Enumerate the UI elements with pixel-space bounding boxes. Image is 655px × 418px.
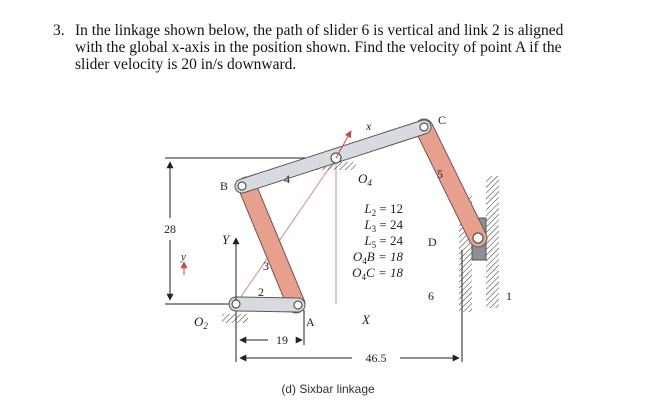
joint-b bbox=[238, 182, 246, 190]
length-l5: $L_5 = 24$ bbox=[364, 233, 403, 250]
label-point-d: D bbox=[428, 235, 437, 249]
label-link-4: 4 bbox=[284, 172, 290, 186]
label-point-c: C bbox=[438, 113, 447, 127]
length-o4c: $O_4C = 18$ bbox=[352, 265, 403, 282]
label-y-big: Y bbox=[222, 232, 230, 247]
label-o2: $O_2$ bbox=[194, 314, 208, 331]
joint-c bbox=[420, 123, 428, 131]
label-point-a: A bbox=[306, 315, 315, 329]
label-link-5: 5 bbox=[437, 167, 443, 181]
label-link-2: 2 bbox=[258, 285, 264, 299]
problem-line-1: In the linkage shown below, the path of slider 6 is vertical and link 2 is aligned bbox=[75, 22, 564, 39]
length-l3: $L_3 = 24$ bbox=[364, 217, 403, 234]
label-point-b: B bbox=[220, 179, 229, 193]
joint-o2 bbox=[232, 300, 240, 308]
ground-slider-right bbox=[486, 176, 499, 308]
dim-value-28: 28 bbox=[164, 222, 176, 236]
link-3 bbox=[247, 186, 296, 304]
dim-value-46-5: 46.5 bbox=[365, 351, 387, 365]
link-2 bbox=[236, 304, 298, 305]
problem-number: 3. bbox=[53, 22, 65, 39]
label-o4: $O_4$ bbox=[358, 171, 372, 188]
dim-value-19: 19 bbox=[276, 333, 288, 347]
problem-line-2: with the global x-axis in the position shown. Find the velocity of point A if the bbox=[75, 39, 562, 56]
label-x-big: X bbox=[362, 312, 370, 327]
label-link-3: 3 bbox=[263, 259, 269, 273]
length-l2: $L_2 = 12$ bbox=[364, 201, 403, 218]
joint-d bbox=[473, 233, 483, 243]
joint-a bbox=[294, 301, 302, 309]
link-5 bbox=[424, 128, 478, 238]
label-link-6: 6 bbox=[428, 289, 434, 303]
length-o4b: $O_4B = 18$ bbox=[352, 249, 403, 266]
figure-caption: (d) Sixbar linkage bbox=[281, 382, 375, 396]
label-link-1: 1 bbox=[506, 289, 512, 303]
dimension-lines bbox=[165, 158, 462, 362]
problem-line-3: slider velocity is 20 in/s downward. bbox=[75, 56, 297, 73]
ground-o2 bbox=[222, 314, 248, 323]
label-x-small: x bbox=[366, 119, 372, 133]
label-y-small: y bbox=[181, 251, 186, 263]
